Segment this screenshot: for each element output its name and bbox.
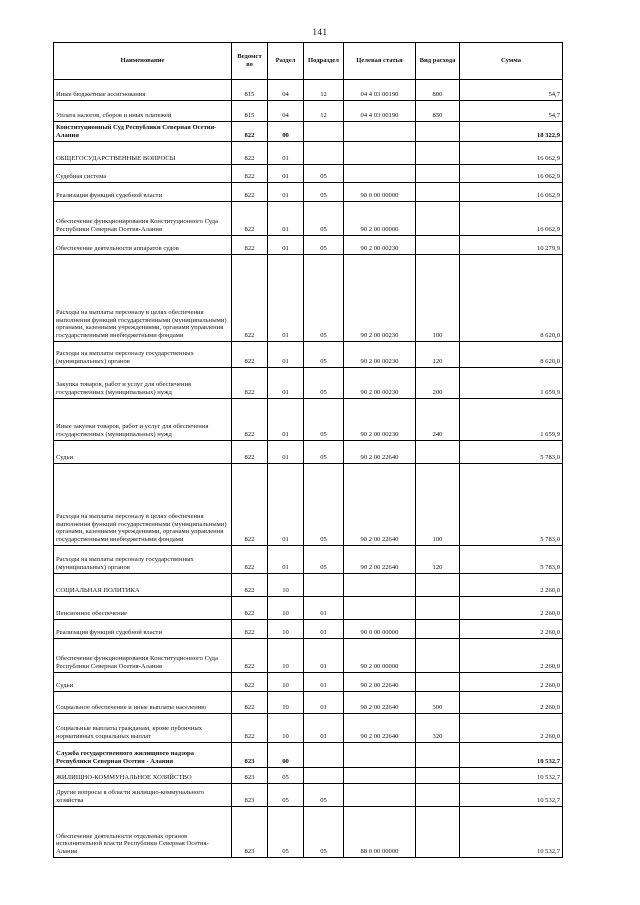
- table-row: [54, 692, 563, 714]
- cell-vid: 300: [416, 692, 460, 714]
- cell-name: Иные закупки товаров, работ и услуг для обеспечения государственных (муниципальных) нужд: [54, 399, 232, 441]
- cell-name: ЖИЛИЩНО-КОММУНАЛЬНОЕ ХОЗЯЙСТВО: [54, 768, 232, 784]
- cell-sum: 2 260,0: [460, 673, 563, 692]
- cell-ved: 822: [232, 692, 268, 714]
- cell-razdel: 01: [268, 236, 304, 255]
- cell-sum: 2 260,0: [460, 574, 563, 597]
- cell-name: Реализация функций судебной власти: [54, 620, 232, 639]
- cell-ved: 822: [232, 236, 268, 255]
- header-summa: Сумма: [460, 43, 563, 80]
- cell-target: 88 0 00 00000: [344, 807, 416, 858]
- cell-sum: 2 260,0: [460, 692, 563, 714]
- cell-podrazdel: 01: [304, 639, 344, 673]
- cell-name: Конституционный Суд Республики Северная Осетия-Алания: [54, 122, 232, 142]
- cell-ved: 815: [232, 80, 268, 101]
- cell-sum: 10 279,9: [460, 236, 563, 255]
- cell-razdel: 10: [268, 574, 304, 597]
- cell-razdel: 05: [268, 768, 304, 784]
- cell-name: Другие вопросы в области жилищно-коммунального хозяйства: [54, 784, 232, 807]
- header-ved: Ведомст во: [232, 43, 268, 80]
- cell-sum: 10 532,7: [460, 807, 563, 858]
- cell-vid: 240: [416, 399, 460, 441]
- table-row: [54, 673, 563, 692]
- cell-razdel: 04: [268, 101, 304, 122]
- cell-target: 90 2 00 00230: [344, 342, 416, 368]
- cell-vid: 200: [416, 368, 460, 399]
- header-name: Наименование: [54, 43, 232, 80]
- cell-name: Расходы на выплаты персоналу государственных (муниципальных) органов: [54, 546, 232, 574]
- cell-podrazdel: 05: [304, 546, 344, 574]
- cell-target: [344, 784, 416, 807]
- cell-podrazdel: 05: [304, 342, 344, 368]
- cell-razdel: 10: [268, 639, 304, 673]
- page-number: 141: [312, 27, 328, 37]
- cell-podrazdel: 05: [304, 183, 344, 202]
- cell-vid: [416, 236, 460, 255]
- table-row: [54, 122, 563, 142]
- cell-vid: [416, 673, 460, 692]
- cell-target: [344, 743, 416, 768]
- cell-target: 90 2 00 00230: [344, 255, 416, 342]
- cell-podrazdel: 01: [304, 597, 344, 620]
- cell-name: СОЦИАЛЬНАЯ ПОЛИТИКА: [54, 574, 232, 597]
- cell-sum: 1 659,9: [460, 399, 563, 441]
- cell-razdel: 01: [268, 546, 304, 574]
- cell-sum: 18 322,9: [460, 122, 563, 142]
- cell-ved: 823: [232, 768, 268, 784]
- cell-sum: 16 062,9: [460, 142, 563, 165]
- cell-podrazdel: 05: [304, 255, 344, 342]
- cell-sum: 2 260,0: [460, 620, 563, 639]
- cell-podrazdel: 05: [304, 807, 344, 858]
- cell-name: Обеспечение функционирования Конституционного Суда Республики Северная Осетия-Алания: [54, 202, 232, 236]
- cell-target: 90 2 00 22640: [344, 441, 416, 464]
- table-header-row: [54, 43, 563, 80]
- cell-razdel: 01: [268, 368, 304, 399]
- cell-razdel: 01: [268, 202, 304, 236]
- cell-target: 04 4 03 00190: [344, 80, 416, 101]
- budget-table: [53, 42, 563, 858]
- cell-razdel: 10: [268, 673, 304, 692]
- cell-target: [344, 574, 416, 597]
- cell-podrazdel: 01: [304, 620, 344, 639]
- cell-name: Судьи: [54, 673, 232, 692]
- cell-razdel: 01: [268, 142, 304, 165]
- cell-razdel: 01: [268, 399, 304, 441]
- cell-podrazdel: 05: [304, 236, 344, 255]
- cell-vid: [416, 807, 460, 858]
- cell-sum: 10 532,7: [460, 743, 563, 768]
- cell-ved: 815: [232, 101, 268, 122]
- cell-target: 90 2 00 00230: [344, 368, 416, 399]
- cell-podrazdel: 05: [304, 368, 344, 399]
- cell-name: ОБЩЕГОСУДАРСТВЕННЫЕ ВОПРОСЫ: [54, 142, 232, 165]
- cell-podrazdel: 01: [304, 714, 344, 743]
- cell-target: 90 2 00 22640: [344, 714, 416, 743]
- table-row: [54, 101, 563, 122]
- table-row: [54, 236, 563, 255]
- cell-razdel: 01: [268, 342, 304, 368]
- cell-ved: 822: [232, 255, 268, 342]
- cell-target: 90 2 00 00230: [344, 236, 416, 255]
- cell-razdel: 01: [268, 165, 304, 183]
- header-podrazdel: Подраздел: [304, 43, 344, 80]
- cell-vid: [416, 441, 460, 464]
- cell-target: 90 2 00 00000: [344, 639, 416, 673]
- table-row: [54, 255, 563, 342]
- cell-podrazdel: 01: [304, 673, 344, 692]
- cell-razdel: 10: [268, 692, 304, 714]
- cell-ved: 822: [232, 165, 268, 183]
- cell-sum: 8 620,0: [460, 255, 563, 342]
- cell-ved: 822: [232, 368, 268, 399]
- cell-name: Судебная система: [54, 165, 232, 183]
- cell-razdel: 00: [268, 743, 304, 768]
- cell-ved: 822: [232, 342, 268, 368]
- table-row: [54, 639, 563, 673]
- cell-sum: 2 260,0: [460, 597, 563, 620]
- cell-target: 90 2 00 22640: [344, 673, 416, 692]
- cell-sum: 16 062,9: [460, 202, 563, 236]
- cell-podrazdel: 05: [304, 464, 344, 546]
- table-row: [54, 714, 563, 743]
- table-row: [54, 202, 563, 236]
- cell-name: Уплата налогов, сборов и иных платежей: [54, 101, 232, 122]
- table-row: [54, 142, 563, 165]
- cell-podrazdel: 12: [304, 101, 344, 122]
- cell-podrazdel: 05: [304, 165, 344, 183]
- cell-ved: 822: [232, 441, 268, 464]
- cell-podrazdel: [304, 142, 344, 165]
- cell-ved: 822: [232, 597, 268, 620]
- cell-podrazdel: 05: [304, 202, 344, 236]
- cell-name: Иные бюджетные ассигнования: [54, 80, 232, 101]
- header-target: Целевая статья: [344, 43, 416, 80]
- cell-name: Судьи: [54, 441, 232, 464]
- cell-sum: 5 783,0: [460, 546, 563, 574]
- cell-target: [344, 597, 416, 620]
- cell-vid: [416, 183, 460, 202]
- cell-name: Пенсионное обеспечение: [54, 597, 232, 620]
- cell-target: 90 2 00 22640: [344, 692, 416, 714]
- cell-name: Служба государственного жилищного надзора Республики Северная Осетия - Алания: [54, 743, 232, 768]
- cell-sum: 16 062,9: [460, 183, 563, 202]
- cell-target: 90 2 00 00000: [344, 202, 416, 236]
- cell-podrazdel: [304, 768, 344, 784]
- cell-ved: 822: [232, 639, 268, 673]
- cell-razdel: 01: [268, 255, 304, 342]
- cell-sum: 54,7: [460, 101, 563, 122]
- cell-sum: 10 532,7: [460, 784, 563, 807]
- cell-name: Социальное обеспечение и иные выплаты населению: [54, 692, 232, 714]
- cell-target: [344, 122, 416, 142]
- cell-sum: 5 783,0: [460, 441, 563, 464]
- cell-ved: 822: [232, 546, 268, 574]
- cell-vid: [416, 574, 460, 597]
- cell-vid: [416, 165, 460, 183]
- cell-target: 90 0 00 00000: [344, 620, 416, 639]
- table-row: [54, 784, 563, 807]
- cell-podrazdel: 05: [304, 399, 344, 441]
- cell-ved: 823: [232, 807, 268, 858]
- cell-ved: 822: [232, 574, 268, 597]
- header-vid: Вид расхода: [416, 43, 460, 80]
- cell-name: Социальные выплаты гражданам, кроме публичных нормативных социальных выплат: [54, 714, 232, 743]
- cell-ved: 822: [232, 464, 268, 546]
- cell-name: Обеспечение функционирования Конституционного Суда Республики Северная Осетия-Алания: [54, 639, 232, 673]
- cell-ved: 823: [232, 784, 268, 807]
- cell-razdel: 05: [268, 784, 304, 807]
- cell-target: 04 4 03 00190: [344, 101, 416, 122]
- cell-vid: 100: [416, 464, 460, 546]
- cell-name: Расходы на выплаты персоналу в целях обеспечения выполнения функций государственными (муниципальными) органами, казенными учреждениями, органами управления государственными внебюджетными фондами: [54, 464, 232, 546]
- cell-sum: 2 260,0: [460, 714, 563, 743]
- cell-vid: [416, 202, 460, 236]
- cell-razdel: 01: [268, 441, 304, 464]
- cell-vid: [416, 639, 460, 673]
- cell-vid: 850: [416, 101, 460, 122]
- cell-podrazdel: [304, 122, 344, 142]
- cell-vid: [416, 122, 460, 142]
- cell-name: Обеспечение деятельности отдельных органов исполнительной власти Республики Северная Осетия-Алания: [54, 807, 232, 858]
- cell-ved: 822: [232, 183, 268, 202]
- cell-name: Расходы на выплаты персоналу в целях обеспечения выполнения функций государственными (муниципальными) органами, казенными учреждениями, органами управления государственными внебюджетными фондами: [54, 255, 232, 342]
- cell-ved: 822: [232, 142, 268, 165]
- cell-name: Обеспечение деятельности аппаратов судов: [54, 236, 232, 255]
- cell-sum: 2 260,0: [460, 639, 563, 673]
- table-row: [54, 80, 563, 101]
- table-row: [54, 546, 563, 574]
- cell-vid: [416, 743, 460, 768]
- table-row: [54, 165, 563, 183]
- cell-ved: 822: [232, 673, 268, 692]
- cell-ved: 822: [232, 714, 268, 743]
- table-row: [54, 768, 563, 784]
- cell-ved: 822: [232, 202, 268, 236]
- cell-target: [344, 768, 416, 784]
- cell-sum: 10 532,7: [460, 768, 563, 784]
- cell-vid: 100: [416, 255, 460, 342]
- cell-razdel: 10: [268, 714, 304, 743]
- cell-vid: [416, 620, 460, 639]
- cell-target: [344, 165, 416, 183]
- header-razdel: Раздел: [268, 43, 304, 80]
- cell-name: Расходы на выплаты персоналу государственных (муниципальных) органов: [54, 342, 232, 368]
- table-row: [54, 441, 563, 464]
- cell-target: 90 2 00 22640: [344, 464, 416, 546]
- cell-podrazdel: 01: [304, 692, 344, 714]
- cell-sum: 54,7: [460, 80, 563, 101]
- table-row: [54, 807, 563, 858]
- cell-ved: 822: [232, 620, 268, 639]
- cell-vid: [416, 142, 460, 165]
- cell-razdel: 01: [268, 464, 304, 546]
- cell-razdel: 01: [268, 183, 304, 202]
- cell-razdel: 10: [268, 597, 304, 620]
- cell-name: Закупка товаров, работ и услуг для обеспечения государственных (муниципальных) нужд: [54, 368, 232, 399]
- cell-podrazdel: 05: [304, 784, 344, 807]
- cell-podrazdel: [304, 574, 344, 597]
- table-row: [54, 620, 563, 639]
- cell-podrazdel: 05: [304, 441, 344, 464]
- cell-vid: 120: [416, 546, 460, 574]
- cell-razdel: 00: [268, 122, 304, 142]
- cell-vid: [416, 768, 460, 784]
- cell-razdel: 04: [268, 80, 304, 101]
- table-row: [54, 368, 563, 399]
- cell-sum: 1 659,9: [460, 368, 563, 399]
- table-row: [54, 183, 563, 202]
- cell-vid: [416, 597, 460, 620]
- cell-podrazdel: 12: [304, 80, 344, 101]
- cell-vid: 800: [416, 80, 460, 101]
- table-body: [54, 80, 563, 858]
- table-row: [54, 574, 563, 597]
- cell-name: Реализация функций судебной власти: [54, 183, 232, 202]
- cell-target: [344, 142, 416, 165]
- table-row: [54, 597, 563, 620]
- cell-sum: 16 062,9: [460, 165, 563, 183]
- cell-razdel: 10: [268, 620, 304, 639]
- cell-ved: 822: [232, 399, 268, 441]
- cell-podrazdel: [304, 743, 344, 768]
- cell-vid: 120: [416, 342, 460, 368]
- cell-target: 90 0 00 00000: [344, 183, 416, 202]
- table-row: [54, 743, 563, 768]
- cell-target: 90 2 00 22640: [344, 546, 416, 574]
- table-row: [54, 342, 563, 368]
- cell-vid: [416, 784, 460, 807]
- cell-sum: 5 783,0: [460, 464, 563, 546]
- cell-target: 90 2 00 00230: [344, 399, 416, 441]
- cell-ved: 823: [232, 743, 268, 768]
- table-row: [54, 399, 563, 441]
- cell-razdel: 05: [268, 807, 304, 858]
- cell-ved: 822: [232, 122, 268, 142]
- cell-sum: 8 620,0: [460, 342, 563, 368]
- table-row: [54, 464, 563, 546]
- cell-vid: 320: [416, 714, 460, 743]
